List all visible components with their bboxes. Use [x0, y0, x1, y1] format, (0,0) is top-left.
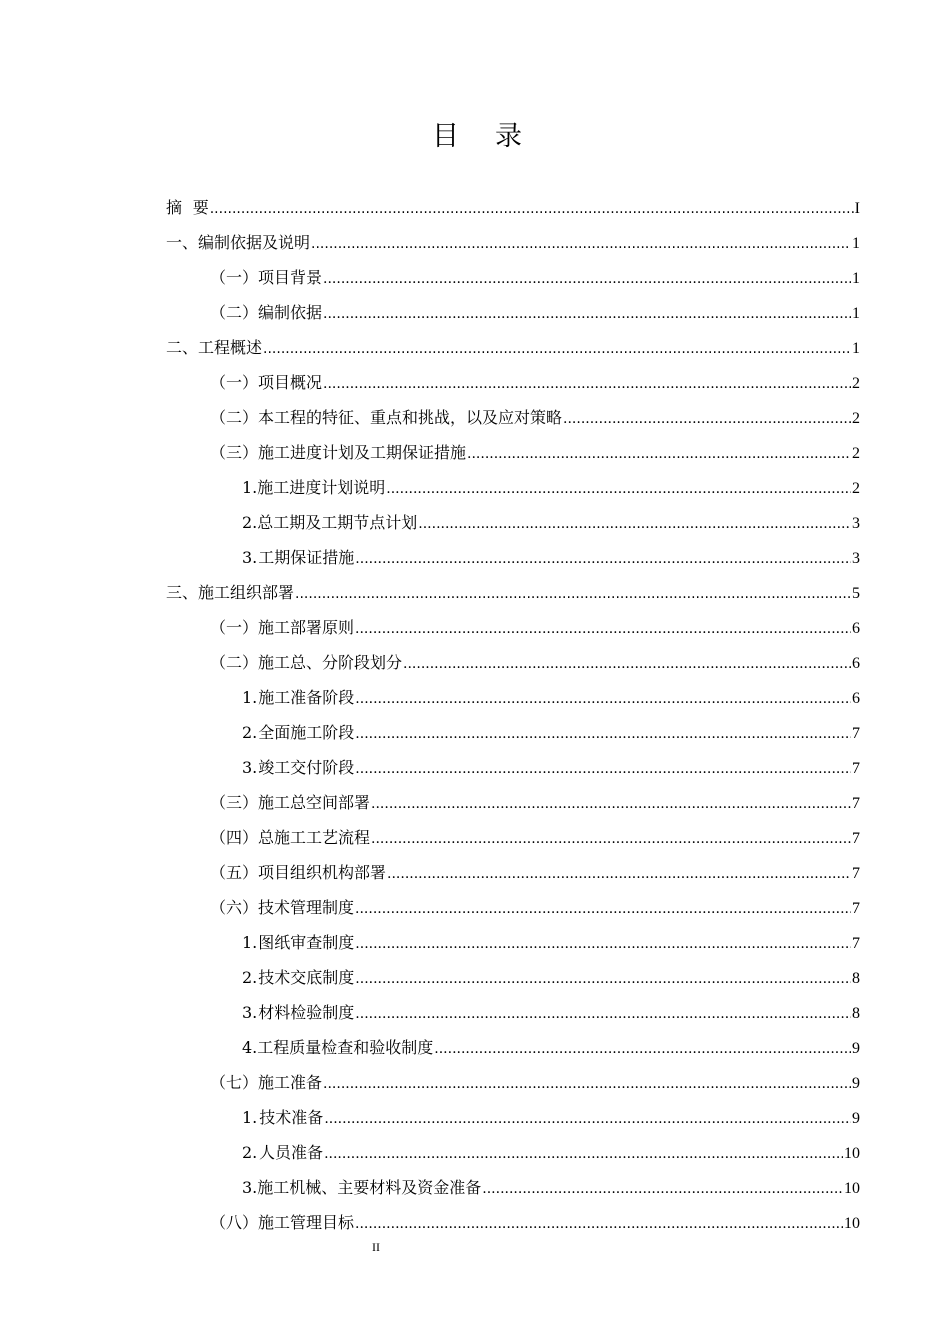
toc-entry-title: 总工期及工期节点计划 — [257, 513, 418, 532]
toc-entry-page: 10 — [844, 1145, 860, 1162]
toc-entry-number: （三） — [210, 793, 259, 812]
toc-entry-page: 2 — [852, 375, 860, 392]
footer-page-number: II — [372, 1240, 380, 1254]
toc-entry[interactable] — [166, 435, 860, 470]
toc-entry-number: 4. — [242, 1038, 258, 1057]
toc-entry-number: 一、 — [166, 233, 199, 252]
toc-entry[interactable] — [166, 260, 860, 295]
toc-entry-title: 施工管理目标 — [258, 1213, 355, 1232]
toc-entry-title: 全面施工阶段 — [258, 723, 355, 742]
toc-entry-page: 2 — [852, 480, 860, 497]
toc-entry-title: 施工准备阶段 — [258, 688, 355, 707]
toc-entry-title: 项目概况 — [258, 373, 323, 392]
toc-entry-page: 3 — [852, 515, 860, 532]
toc-entry-number: （二） — [210, 303, 259, 322]
toc-entry-number: （八） — [210, 1213, 259, 1232]
toc-entry[interactable] — [166, 330, 860, 365]
toc-entry-page: 6 — [852, 620, 860, 637]
toc-entry[interactable] — [166, 295, 860, 330]
toc-entry[interactable] — [166, 1205, 860, 1240]
toc-entry-page: 8 — [852, 970, 860, 987]
toc-entry-page: 7 — [852, 725, 860, 742]
toc-entry-title: 要 — [192, 198, 209, 217]
toc-entry[interactable] — [166, 1030, 860, 1065]
toc-leader-dots — [323, 260, 851, 297]
toc-entry[interactable] — [166, 995, 860, 1030]
toc-entry[interactable] — [166, 1170, 860, 1205]
toc-entry-number: 摘 — [166, 198, 183, 217]
toc-leader-dots — [434, 1030, 851, 1067]
toc-entry-page: 7 — [852, 935, 860, 952]
toc-leader-dots — [371, 785, 851, 822]
toc-entry-title: 施工机械、主要材料及资金准备 — [257, 1178, 482, 1197]
toc-entry-page: 2 — [852, 445, 860, 462]
toc-entry[interactable] — [166, 680, 860, 715]
toc-entry-number: 二、 — [166, 338, 199, 357]
toc-entry-title: 技术准备 — [259, 1108, 324, 1127]
toc-leader-dots — [355, 750, 851, 787]
toc-entry[interactable] — [166, 400, 860, 435]
toc-entry-title: 本工程的特征、重点和挑战，以及应对策略 — [258, 408, 563, 427]
toc-entry-page: 7 — [852, 795, 860, 812]
toc-entry[interactable] — [166, 890, 860, 925]
toc-leader-dots — [418, 505, 851, 542]
toc-leader-dots — [482, 1170, 843, 1207]
toc-entry-title: 施工进度计划及工期保证措施 — [258, 443, 467, 462]
toc-entry-number: 2. — [242, 968, 258, 987]
toc-entry-page: 7 — [852, 830, 860, 847]
toc-entry-number: （一） — [210, 268, 259, 287]
toc-entry-page: 9 — [852, 1110, 860, 1127]
toc-entry-number: 1. — [242, 478, 258, 497]
toc-entry-number: 2. — [242, 513, 258, 532]
toc-entry[interactable] — [166, 785, 860, 820]
toc-entry[interactable] — [166, 1065, 860, 1100]
toc-entry-title: 人员准备 — [259, 1143, 324, 1162]
table-of-contents — [166, 190, 860, 1240]
toc-entry[interactable] — [166, 820, 860, 855]
toc-leader-dots — [387, 855, 851, 892]
toc-leader-dots — [210, 190, 854, 227]
toc-entry[interactable] — [166, 715, 860, 750]
toc-entry-page: 5 — [852, 585, 860, 602]
toc-entry-title: 工期保证措施 — [258, 548, 355, 567]
toc-entry[interactable] — [166, 190, 860, 225]
toc-leader-dots — [323, 1065, 851, 1102]
toc-entry-page: 9 — [852, 1040, 860, 1057]
toc-entry-title: 项目背景 — [258, 268, 323, 287]
toc-entry-title: 材料检验制度 — [258, 1003, 355, 1022]
toc-leader-dots — [324, 1100, 851, 1137]
toc-entry-number: 2. — [242, 1143, 258, 1162]
toc-entry-number: （一） — [210, 618, 259, 637]
toc-entry-title: 施工准备 — [258, 1073, 323, 1092]
toc-entry-title: 竣工交付阶段 — [258, 758, 355, 777]
toc-leader-dots — [295, 575, 851, 612]
toc-entry-page: 1 — [852, 340, 860, 357]
toc-entry-page: 1 — [852, 270, 860, 287]
toc-leader-dots — [263, 330, 851, 367]
toc-leader-dots — [323, 365, 851, 402]
toc-entry-title: 工程概述 — [198, 338, 263, 357]
toc-entry[interactable] — [166, 960, 860, 995]
toc-entry-title: 施工部署原则 — [258, 618, 355, 637]
toc-entry-number: （四） — [210, 828, 259, 847]
toc-entry-title: 施工进度计划说明 — [257, 478, 386, 497]
toc-leader-dots — [355, 610, 851, 647]
toc-entry-number: （一） — [210, 373, 259, 392]
toc-leader-dots — [355, 680, 851, 717]
toc-entry-page: 10 — [844, 1215, 860, 1232]
toc-entry[interactable] — [166, 540, 860, 575]
toc-entry-title: 施工总空间部署 — [258, 793, 371, 812]
toc-leader-dots — [355, 995, 851, 1032]
toc-leader-dots — [323, 295, 851, 332]
toc-entry-number: 3. — [242, 1003, 258, 1022]
toc-entry-page: 8 — [852, 1005, 860, 1022]
toc-entry-page: 9 — [852, 1075, 860, 1092]
toc-leader-dots — [371, 820, 851, 857]
toc-entry[interactable] — [166, 470, 860, 505]
toc-entry-number: （五） — [210, 863, 259, 882]
toc-entry-title: 图纸审查制度 — [258, 933, 355, 952]
toc-entry-number: 3. — [242, 548, 258, 567]
toc-leader-dots — [355, 540, 851, 577]
toc-entry-page: 7 — [852, 900, 860, 917]
toc-entry[interactable] — [166, 750, 860, 785]
toc-leader-dots — [355, 925, 851, 962]
toc-entry-page: 1 — [852, 305, 860, 322]
toc-entry-number: 2. — [242, 723, 258, 742]
toc-entry-title: 施工总、分阶段划分 — [258, 653, 403, 672]
toc-entry-page: 2 — [852, 410, 860, 427]
toc-entry-title: 工程质量检查和验收制度 — [257, 1038, 434, 1057]
toc-entry-title: 项目组织机构部署 — [258, 863, 387, 882]
toc-entry[interactable] — [166, 365, 860, 400]
toc-entry-page: 6 — [852, 655, 860, 672]
toc-leader-dots — [386, 470, 851, 507]
toc-leader-dots — [403, 645, 851, 682]
toc-entry[interactable] — [166, 225, 860, 260]
toc-entry-page: I — [854, 200, 860, 217]
toc-leader-dots — [467, 435, 851, 472]
toc-entry-number: （七） — [210, 1073, 259, 1092]
toc-entry-number: （六） — [210, 898, 259, 917]
toc-entry-title: 编制依据及说明 — [198, 233, 311, 252]
toc-entry-page: 7 — [852, 760, 860, 777]
toc-entry-number: 1. — [242, 1108, 258, 1127]
toc-entry-number: 3. — [242, 758, 258, 777]
toc-entry[interactable] — [166, 645, 860, 680]
toc-entry-number: （二） — [210, 408, 259, 427]
toc-leader-dots — [355, 1205, 843, 1242]
toc-entry-number: （二） — [210, 653, 259, 672]
toc-entry-page: 7 — [852, 865, 860, 882]
toc-entry-number: 三、 — [166, 583, 199, 602]
toc-entry-page: 10 — [844, 1180, 860, 1197]
toc-entry[interactable] — [166, 505, 860, 540]
toc-entry-page: 1 — [852, 235, 860, 252]
toc-entry-title: 技术管理制度 — [258, 898, 355, 917]
toc-leader-dots — [311, 225, 851, 262]
toc-entry[interactable] — [166, 610, 860, 645]
toc-entry[interactable] — [166, 925, 860, 960]
toc-leader-dots — [355, 715, 851, 752]
toc-entry-number: 1. — [242, 933, 258, 952]
toc-entry-page: 3 — [852, 550, 860, 567]
toc-entry-number: 1. — [242, 688, 258, 707]
toc-entry-title: 总施工工艺流程 — [258, 828, 371, 847]
toc-leader-dots — [324, 1135, 843, 1172]
toc-entry[interactable] — [166, 855, 860, 890]
toc-entry-title: 施工组织部署 — [198, 583, 295, 602]
toc-entry[interactable] — [166, 1100, 860, 1135]
toc-entry-number: 3. — [242, 1178, 258, 1197]
toc-entry-page: 6 — [852, 690, 860, 707]
toc-leader-dots — [355, 890, 851, 927]
toc-entry-title: 编制依据 — [258, 303, 323, 322]
toc-entry-title: 技术交底制度 — [258, 968, 355, 987]
toc-leader-dots — [355, 960, 851, 997]
toc-entry[interactable] — [166, 575, 860, 610]
toc-entry-number: （三） — [210, 443, 259, 462]
page-title: 目录 — [432, 121, 558, 152]
toc-leader-dots — [563, 400, 851, 437]
toc-entry[interactable] — [166, 1135, 860, 1170]
